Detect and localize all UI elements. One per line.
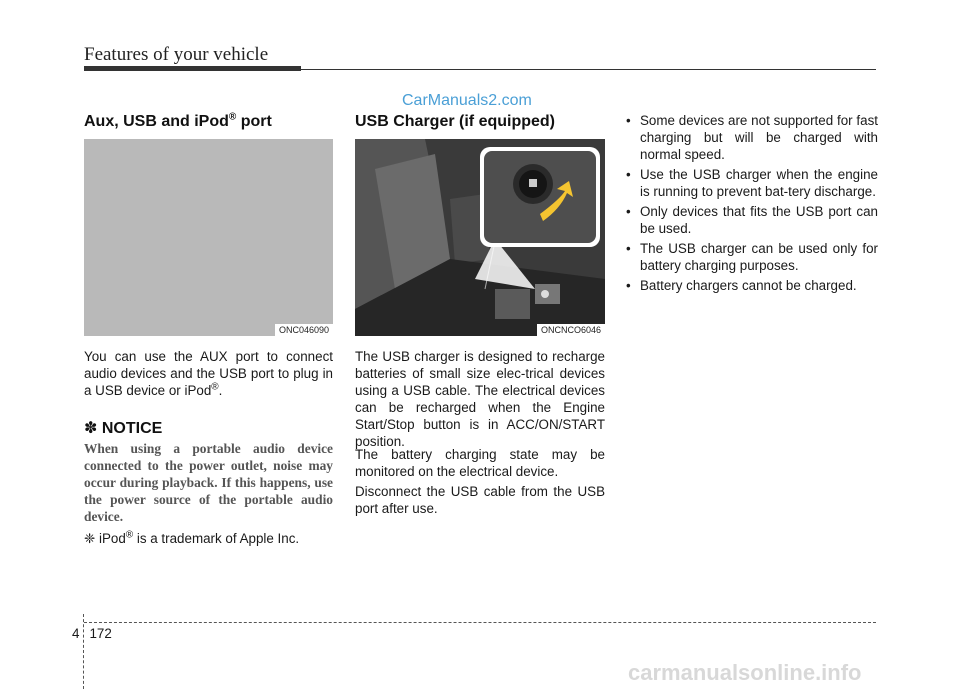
usb-charger-photo (355, 139, 605, 336)
aux-port-photo (84, 139, 333, 336)
page-number: 4 172 (72, 626, 112, 641)
notice-body: When using a portable audio device connected to the power outlet, noise may occur during playback. If this happens, use the power source of the portable audio device. (84, 441, 333, 524)
notice-title: ✽ NOTICE (84, 420, 163, 437)
list-item: • Use the USB charger when the engine is running to prevent bat-tery discharge. (622, 166, 878, 200)
footer-watermark[interactable]: carmanualsonline.info (628, 660, 862, 685)
usb-charger-paragraph-2: The battery charging state may be monitored on the electrical device. (355, 447, 605, 479)
list-item: • Some devices are not supported for fast charging but will be charged with normal speed. (622, 112, 878, 163)
list-item: • The USB charger can be used only for battery charging purposes. (622, 240, 878, 274)
list-item: • Only devices that fits the USB port can be used. (622, 203, 878, 237)
aux-description: You can use the AUX port to connect audio devices and the USB port to plug in a USB device or iPod®. (84, 349, 333, 398)
usb-charger-paragraph-1: The USB charger is designed to recharge batteries of small size elec-trical devices using a USB cable. The electrical devices can be recharged when the Engine Start/Stop button is in ACC/ON/START position. (355, 349, 605, 449)
aux-usb-heading: Aux, USB and iPod® port (84, 111, 272, 130)
watermark-link[interactable]: CarManuals2.com (402, 92, 532, 109)
list-item: • Battery chargers cannot be charged. (622, 277, 878, 294)
page-header-title: Features of your vehicle (84, 44, 269, 65)
footer-rule (84, 622, 876, 623)
image-caption: ONCNCO6046 (537, 324, 605, 336)
cargo-area-illustration (355, 139, 605, 336)
header-rule-thick (84, 66, 301, 71)
trademark-note: ❈ iPod® is a trademark of Apple Inc. (84, 529, 300, 546)
usb-charger-paragraph-3: Disconnect the USB cable from the USB port after use. (355, 484, 605, 516)
header-rule-thin (301, 69, 876, 70)
image-caption: ONC046090 (275, 324, 333, 336)
usb-charger-heading: USB Charger (if equipped) (355, 113, 556, 130)
usb-charger-notes-list (622, 112, 878, 297)
